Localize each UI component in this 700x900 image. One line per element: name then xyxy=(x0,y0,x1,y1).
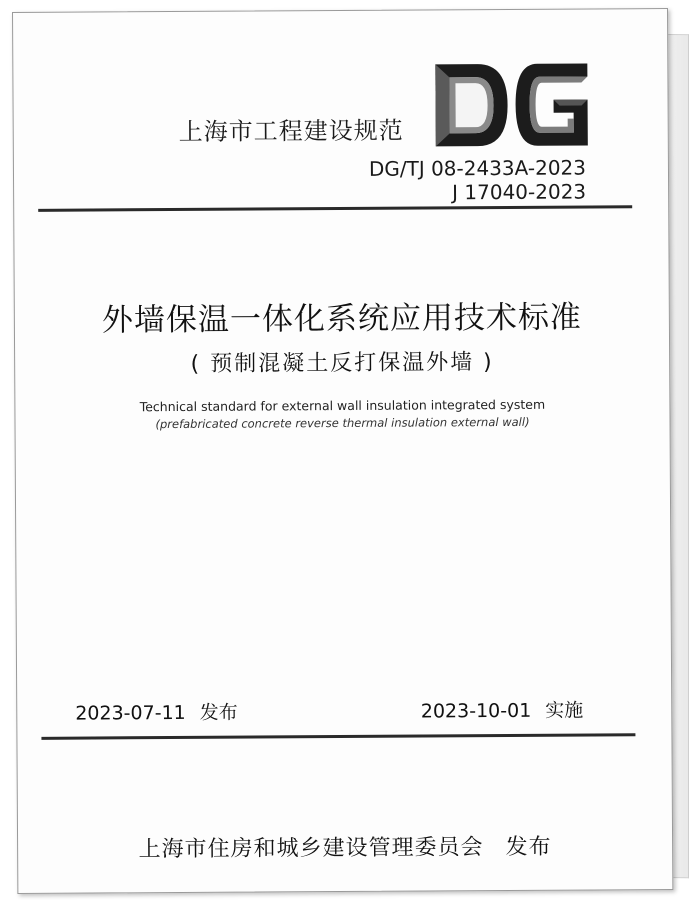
issue-date: 2023-07-11 xyxy=(75,701,186,725)
english-subtitle: (prefabricated concrete reverse thermal insulation external wall) xyxy=(155,414,530,432)
bottom-divider xyxy=(41,733,635,740)
implement-date: 2023-10-01 xyxy=(420,699,532,723)
issue-date-line xyxy=(75,698,238,726)
english-title: Technical standard for external wall insulation integrated system xyxy=(139,396,546,415)
standard-number: DG/TJ 08-2433A-2023 xyxy=(368,155,587,181)
publisher-action: 发布 xyxy=(505,834,552,861)
standard-cover xyxy=(12,8,673,894)
series-title: 上海市工程建设规范 xyxy=(178,116,404,146)
dg-logo xyxy=(431,59,592,150)
implement-label: 实施 xyxy=(545,699,584,722)
publisher-line xyxy=(18,829,672,864)
dg-logo-letter-g xyxy=(515,63,587,145)
dg-logo-letter-d xyxy=(435,64,507,146)
standard-numbers xyxy=(369,155,586,204)
sub-title: ( 预制混凝土反打保温外墙 ) xyxy=(190,350,494,377)
top-divider xyxy=(38,205,632,212)
issue-label: 发布 xyxy=(199,701,238,724)
publisher-name: 上海市住房和城乡建设管理委员会 xyxy=(138,835,484,863)
implement-date-line xyxy=(421,696,584,724)
main-title: 外墙保温一体化系统应用技术标准 xyxy=(101,299,582,339)
record-number: J 17040-2023 xyxy=(452,179,587,205)
